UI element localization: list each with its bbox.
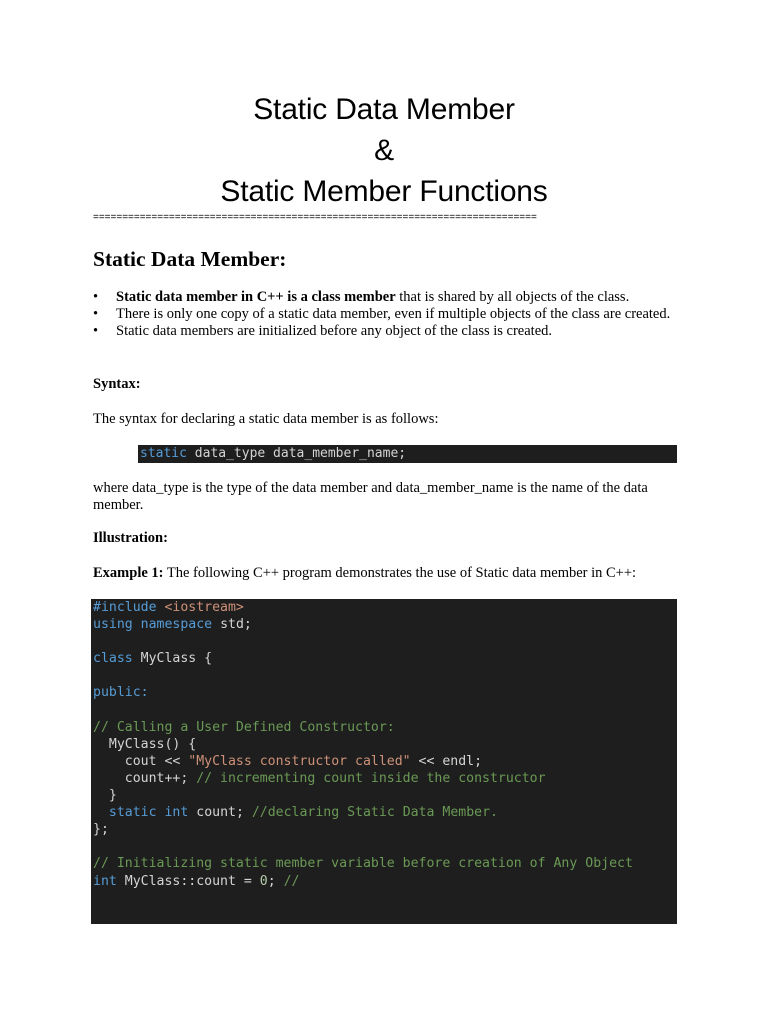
code-token: count; [188, 805, 252, 821]
code-line [93, 736, 677, 753]
code-token: "MyClass constructor called" [188, 753, 411, 769]
code-token: MyClass::count = [116, 873, 260, 889]
illustration-label: Illustration: [93, 530, 168, 546]
syntax-label: Syntax: [93, 376, 141, 392]
code-line [93, 719, 677, 736]
code-text: data_type data_member_name; [186, 446, 407, 461]
bullet-list [93, 289, 678, 340]
code-token: //declaring Static Data Member. [251, 805, 498, 821]
syntax-code-snippet [138, 445, 677, 463]
code-token: // Calling a User Defined Constructor: [93, 719, 395, 735]
syntax-explanation: where data_type is the type of the data member and data_member_name is the name of the data member. [93, 480, 648, 513]
separator-line: ============================================================================ [93, 212, 537, 223]
code-token: int [164, 805, 189, 821]
bullet-bold-text: Static data member in C++ is a class member [116, 289, 396, 305]
code-line [93, 804, 677, 821]
bullet-item [93, 323, 678, 340]
code-line [93, 855, 677, 872]
code-line [93, 650, 677, 667]
bullet-text: that is shared by all objects of the class. [395, 289, 630, 305]
example-text: The following C++ program demonstrates the use of Static data member in C++: [163, 565, 637, 581]
page-title-line-2: Static Member Functions [220, 175, 548, 208]
code-token: // [283, 873, 300, 889]
code-token: } [93, 788, 117, 804]
example-caption [93, 565, 678, 582]
bullet-icon: • [93, 323, 99, 339]
page-title-ampersand: & [374, 134, 394, 167]
code-token: 0 [259, 873, 268, 889]
code-token: static [108, 805, 157, 821]
section-heading: Static Data Member: [93, 247, 287, 271]
code-token [133, 617, 141, 632]
code-block [91, 599, 677, 924]
code-token [93, 805, 109, 820]
code-token: std; [212, 617, 252, 633]
code-line [93, 684, 677, 701]
code-token: public: [93, 685, 149, 701]
code-token: }; [93, 822, 109, 838]
code-token: MyClass() { [93, 736, 197, 752]
code-token: // incrementing count inside the constructor [196, 770, 546, 786]
code-token: ; [267, 873, 284, 889]
code-line [93, 753, 677, 770]
code-line [93, 838, 677, 855]
bullet-item [93, 306, 678, 323]
code-keyword: static [140, 446, 187, 461]
code-token: count++; [93, 770, 197, 786]
example-label: Example 1: [93, 565, 164, 581]
code-token: cout << [93, 753, 189, 769]
code-line [93, 873, 677, 890]
page-title-line-1: Static Data Member [253, 93, 515, 126]
code-token: int [93, 873, 117, 889]
code-line [93, 770, 677, 787]
code-token: << endl; [410, 753, 483, 769]
code-line [93, 616, 677, 633]
code-token: <iostream> [164, 600, 244, 615]
code-line [93, 599, 677, 616]
code-line [93, 821, 677, 838]
code-token: class [93, 651, 133, 667]
bullet-text: There is only one copy of a static data member, even if multiple objects of the class are created. [116, 306, 671, 322]
bullet-item [93, 289, 678, 306]
code-token: using [93, 617, 133, 633]
code-token: MyClass { [132, 651, 213, 667]
code-line [93, 787, 677, 804]
code-token: namespace [140, 617, 213, 633]
code-token: // Initializing static member variable before creation of Any Object [93, 856, 633, 872]
code-line [93, 667, 677, 684]
code-line [93, 633, 677, 650]
bullet-icon: • [93, 306, 99, 322]
code-line [93, 702, 677, 719]
syntax-intro: The syntax for declaring a static data member is as follows: [93, 411, 439, 427]
bullet-text: Static data members are initialized before any object of the class is created. [116, 323, 553, 339]
bullet-icon: • [93, 289, 99, 305]
code-token: #include [93, 600, 165, 615]
